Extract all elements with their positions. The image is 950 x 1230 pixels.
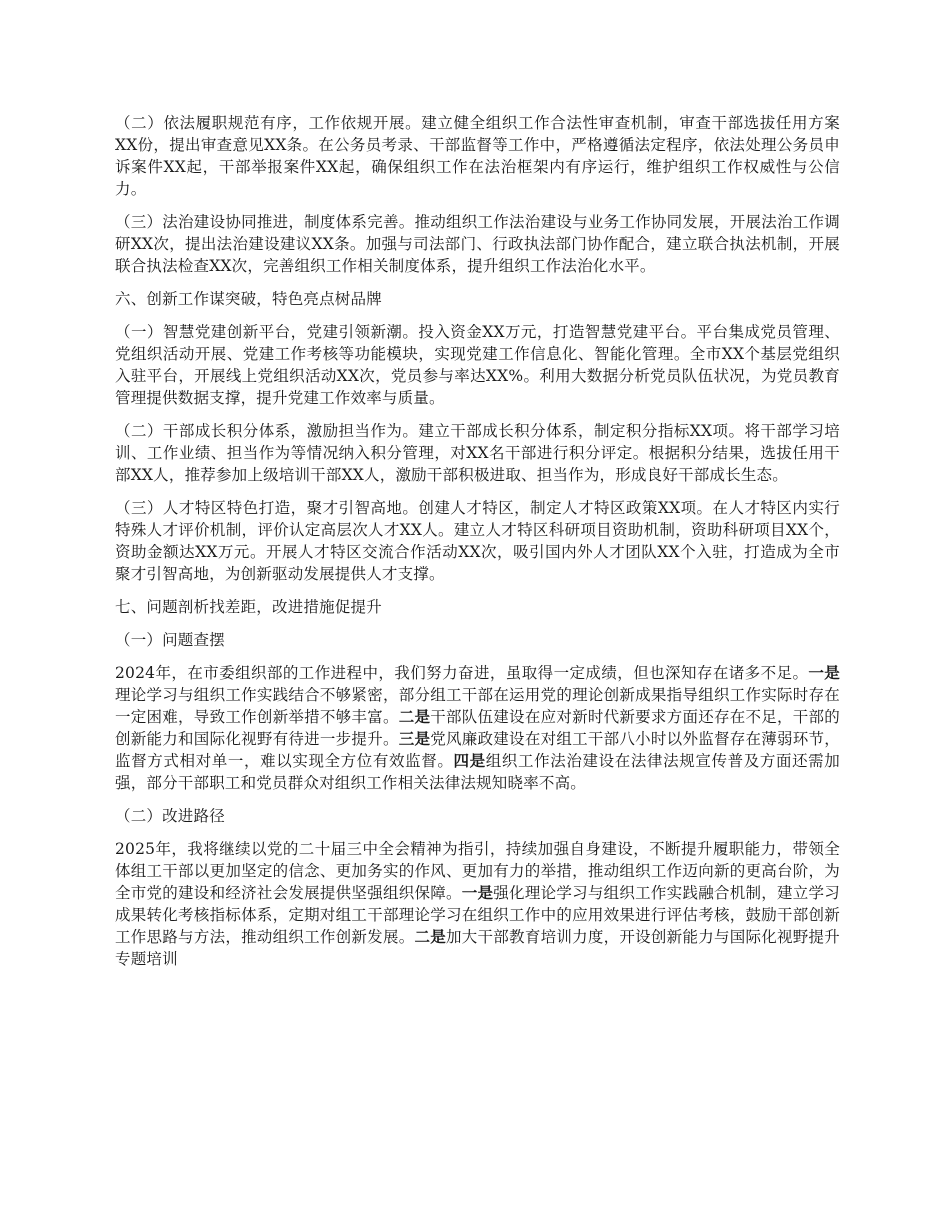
- problem-text-2: 干部队伍建设在应对新时代新要求方面还存在不足，干部的创新能力和国际化视野有待进一步提升。: [115, 708, 840, 748]
- paragraph-smart-party-building: （一）智慧党建创新平台，党建引领新潮。投入资金XX万元，打造智慧党建平台。平台集成党员管理、党组织活动开展、党建工作考核等功能模块，实现党建工作信息化、智能化管理。全市XX个基层党组织入驻平台，开展线上党组织活动XX次，党员参与率达XX%。利用大数据分析党员队伍状况，为党员教育管理提供数据支撑，提升党建工作效率与质量。: [115, 323, 840, 407]
- paragraph-cadre-points-system: （二）干部成长积分体系，激励担当作为。建立干部成长积分体系，制定积分指标XX项。将干部学习培训、工作业绩、担当作为等情况纳入积分管理，对XX名干部进行积分评定。根据积分结果，选拔任用干部XX人，推荐参加上级培训干部XX人，激励干部积极进取、担当作为，形成良好干部成长生态。: [115, 422, 840, 484]
- problem-text-4: 组织工作法治建设在法律法规宣传普及方面还需加强，部分干部职工和党员群众对组织工作相关法律法规知晓率不高。: [115, 752, 841, 792]
- paragraph-improvement-list: [115, 838, 840, 970]
- improve-text-2: 加大干部教育培训力度，开设创新能力与国际化视野提升专题培训: [115, 928, 840, 968]
- paragraph-legal-compliance: （二）依法履职规范有序，工作依规开展。建立健全组织工作合法性审查机制，审查干部选拔任用方案XX份，提出审查意见XX条。在公务员考录、干部监督等工作中，严格遵循法定程序，依法处理公务员申诉案件XX起，干部举报案件XX起，确保组织工作在法治框架内有序运行，维护组织工作权威性与公信力。: [115, 114, 840, 198]
- problem-marker-4: 四是: [453, 751, 486, 770]
- subheading-improvement-path: （二）改进路径: [115, 807, 225, 825]
- problem-marker-2: 二是: [398, 707, 431, 726]
- paragraph-problem-list: [115, 662, 840, 794]
- problem-text-3: 党风廉政建设在对组工干部八小时以外监督存在薄弱环节，监督方式相对单一，难以实现全方位有效监督。: [115, 730, 840, 770]
- improve-marker-1: 一是: [461, 883, 494, 902]
- improve-marker-2: 二是: [414, 927, 447, 946]
- section-heading-problems: 七、问题剖析找差距，改进措施促提升: [115, 598, 382, 616]
- problem-marker-3: 三是: [398, 729, 431, 748]
- paragraph-talent-zone: （三）人才特区特色打造，聚才引智高地。创建人才特区，制定人才特区政策XX项。在人才特区内实行特殊人才评价机制，评价认定高层次人才XX人。建立人才特区科研项目资助机制，资助科研项目XX个，资助金额达XX万元。开展人才特区交流合作活动XX次，吸引国内外人才团队XX个入驻，打造成为全市聚才引智高地，为创新驱动发展提供人才支撑。: [115, 499, 840, 583]
- problem-text-1: 理论学习与组织工作实践结合不够紧密，部分组工干部在运用党的理论创新成果指导组织工作实际时存在一定困难，导致工作创新举措不够丰富。: [115, 686, 840, 726]
- section-heading-innovation: 六、创新工作谋突破，特色亮点树品牌: [115, 290, 382, 308]
- improve-intro: 2025年，我将继续以党的二十届三中全会精神为指引，持续加强自身建设，不断提升履职能力，带领全体组工干部以更加坚定的信念、更加务实的作风、更加有力的举措，推动组织工作迈向新的更高台阶，为全市党的建设和经济社会发展提供坚强组织保障。: [115, 840, 840, 902]
- improve-text-1: 强化理论学习与组织工作实践融合机制，建立学习成果转化考核指标体系，定期对组工干部理论学习在组织工作中的应用效果进行评估考核，鼓励干部创新工作思路与方法，推动组织工作创新发展。: [115, 884, 840, 946]
- problem-intro: 2024年，在市委组织部的工作进程中，我们努力奋进，虽取得一定成绩，但也深知存在诸多不足。: [115, 664, 809, 682]
- subheading-problem-review: （一）问题查摆: [115, 631, 225, 649]
- document-page: [115, 112, 840, 981]
- paragraph-legal-coordination: （三）法治建设协同推进，制度体系完善。推动组织工作法治建设与业务工作协同发展，开展法治工作调研XX次，提出法治建设建议XX条。加强与司法部门、行政执法部门协作配合，建立联合执法机制，开展联合执法检查XX次，完善组织工作相关制度体系，提升组织工作法治化水平。: [115, 213, 840, 275]
- problem-marker-1: 一是: [808, 663, 840, 682]
